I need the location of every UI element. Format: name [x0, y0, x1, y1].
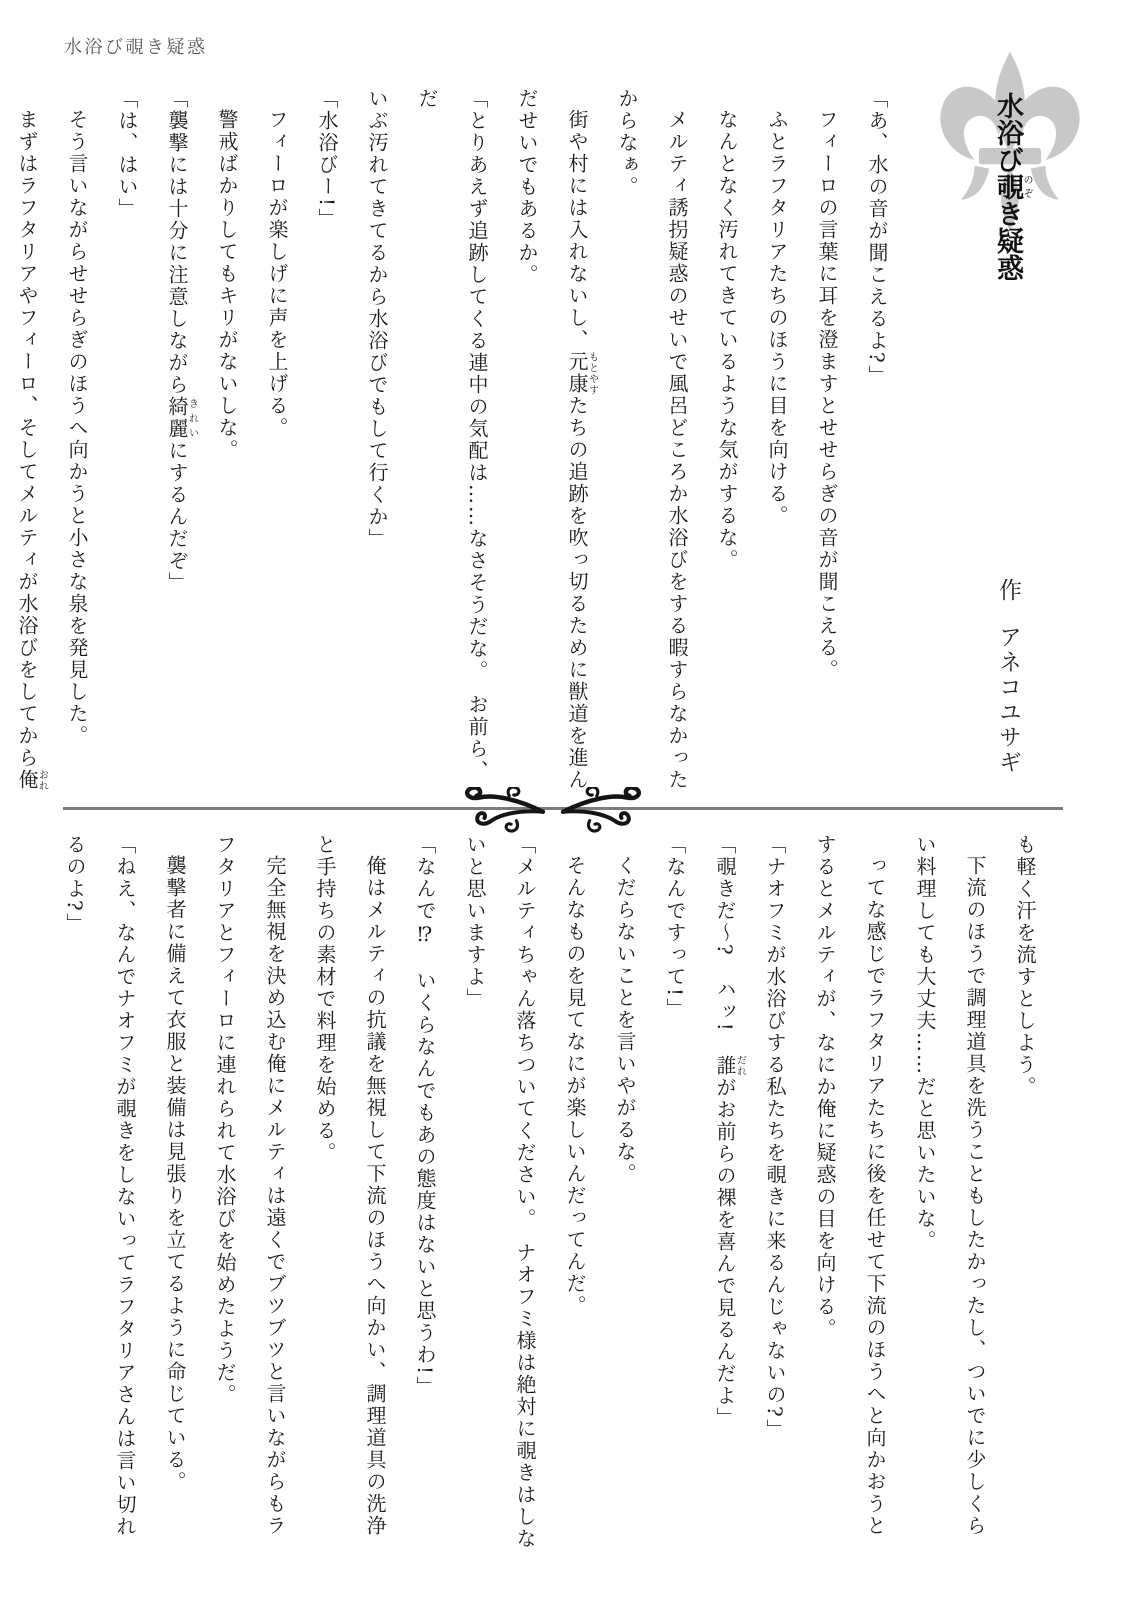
- text-column-line: フタリアとフィーロに連れられて水浴びを始めたようだ。: [213, 834, 237, 1406]
- text-column-line: 「なんですって!」: [663, 834, 687, 1021]
- text-column-line: 「メルティちゃん落ちついてください。 ナオフミ様は絶対に覗きはしな: [513, 834, 537, 1550]
- flourish-right-icon: [560, 787, 660, 833]
- author-credit: [984, 578, 1032, 808]
- text-column-line: 俺はメルティの抗議を無視して下流のほうへ向かい、調理道具の洗浄: [363, 855, 387, 1537]
- text-column-line: まずはラフタリアやフィーロ、そしてメルティが水浴びをしてから俺おれ: [15, 109, 48, 791]
- text-column-line: なんとなく汚れてきているような気がするな。: [715, 109, 739, 571]
- text-column-line: ってな感じでラフタリアたちに後を任せて下流のほうへと向かおうと: [863, 855, 887, 1537]
- text-column-line: 街や村には入れないし、元康もとやすたちの追跡を吹っ切るために獣道を進ん: [565, 109, 598, 791]
- text-column-line: るのよ?」: [63, 834, 87, 935]
- text-column-line: フィーロの言葉に耳を澄ますとせせらぎの音が聞こえる。: [815, 109, 839, 681]
- top-text-block: [15, 88, 902, 794]
- text-column-line: 「水浴びー!」: [315, 88, 339, 231]
- text-column-line: 完全無視を決め込む俺にメルティは遠くでブツブツと言いながらもラ: [263, 855, 287, 1537]
- text-column-line: いと思いますよ」: [463, 834, 487, 1010]
- text-column-line: 襲撃者に備えて衣服と装備は見張りを立てるように命じている。: [163, 855, 187, 1493]
- text-column-line: 「あ、水の音が聞こえるよ?」: [865, 88, 889, 387]
- chapter-title: 水浴び覗のぞき疑惑: [992, 92, 1032, 281]
- text-column-line: からなぁ。: [615, 88, 639, 198]
- text-column-line: 「ナオフミが水浴びする私たちを覗きに来るんじゃないの?」: [763, 834, 787, 1441]
- running-head: 水浴び覗き疑惑: [64, 37, 208, 58]
- text-column-line: フィーロが楽しげに声を上げる。: [265, 109, 289, 439]
- text-column-line: も軽く汗を流すとしよう。: [1013, 834, 1037, 1098]
- text-column-line: くだらないことを言いやがるな。: [613, 855, 637, 1185]
- flourish-left-icon: [446, 787, 546, 833]
- text-column-line: 「は、はい」: [115, 88, 139, 220]
- text-column-line: 「ねえ、なんでナオフミが覗きをしないってラフタリアさんは言い切れ: [113, 834, 137, 1538]
- author-label: 作: [995, 578, 1021, 603]
- text-column-line: と手持ちの素材で料理を始める。: [313, 834, 337, 1164]
- text-column-line: そんなものを見てなにが楽しいんだってんだ。: [563, 855, 587, 1317]
- text-column-line: 「なんで⁉ いくらなんでもあの態度はないと思うわ!」: [413, 834, 437, 1399]
- text-column-line: そう言いながらせせらぎのほうへ向かうと小さな泉を発見した。: [65, 109, 89, 747]
- text-column-line: だせいでもあるか。: [515, 88, 539, 286]
- text-column-line: 「覗きだ〜? ハッ! 誰だれがお前らの裸を喜んで見るんだよ」: [713, 834, 746, 1429]
- section-divider: [63, 787, 1063, 833]
- text-column-line: するとメルティが、なにか俺に疑惑の目を向ける。: [813, 834, 837, 1340]
- text-column-line: い料理しても大丈夫……だと思いたいな。: [913, 834, 937, 1252]
- text-column-line: 下流のほうで調理道具を洗うこともしたかったし、ついでに少しくら: [963, 855, 987, 1537]
- author-name: アネコユサギ: [995, 625, 1021, 775]
- text-column-line: 「襲撃には十分に注意しながら綺麗きれいにするんだぞ」: [165, 88, 198, 594]
- text-column-line: 「とりあえず追跡してくる連中の気配は……なさそうだな。 お前ら、だ: [415, 88, 489, 782]
- text-column-line: ふとラフタリアたちのほうに目を向ける。: [765, 109, 789, 527]
- bottom-text-block: [50, 834, 1050, 1580]
- text-column-line: 警戒ばかりしてもキリがないしな。: [215, 109, 239, 461]
- text-column-line: いぶ汚れてきてるから水浴びでもして行くか」: [365, 88, 389, 550]
- text-column-line: メルティ誘拐疑惑のせいで風呂どころか水浴びをする暇すらなかった: [665, 109, 689, 791]
- divider-ornament: [446, 787, 660, 833]
